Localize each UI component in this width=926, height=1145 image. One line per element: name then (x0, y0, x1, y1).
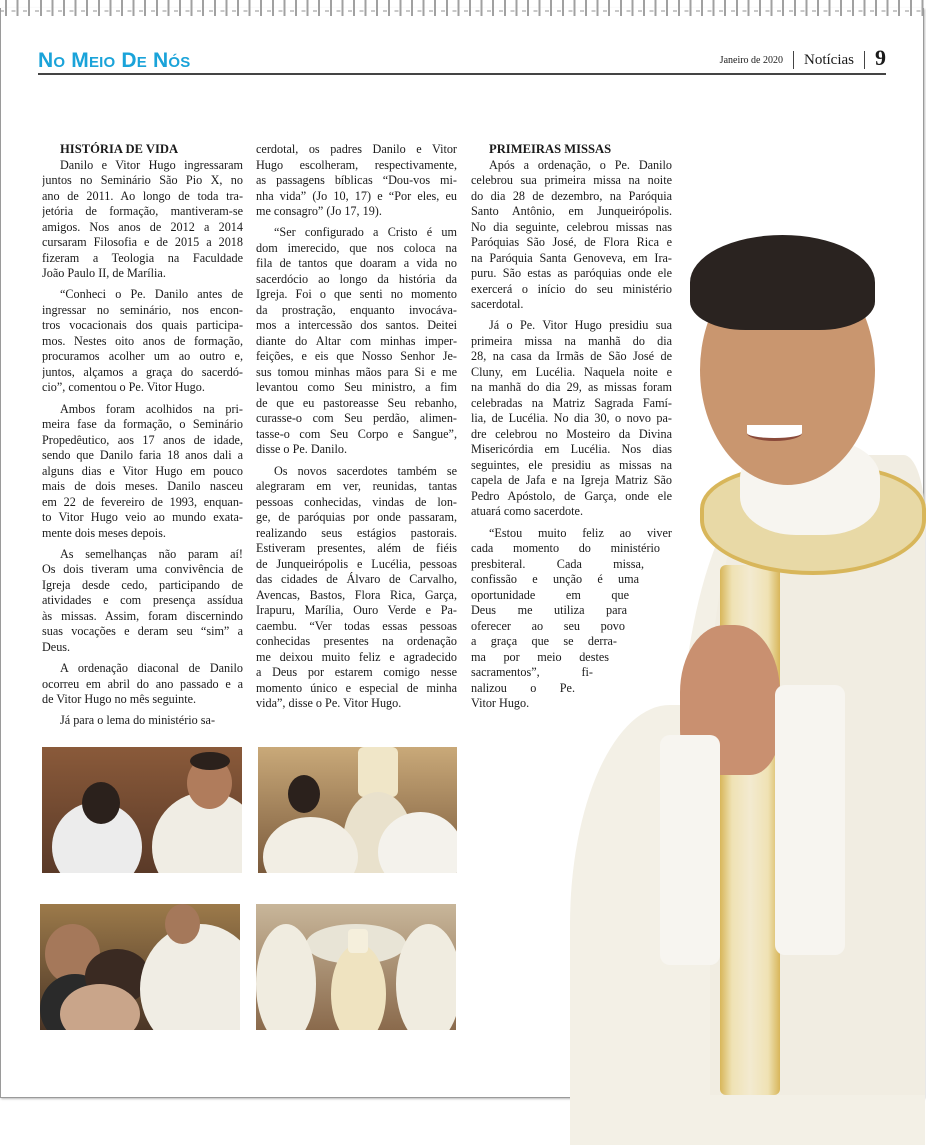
paragraph (471, 158, 672, 313)
divider (864, 51, 865, 69)
text-line: suas vocações e deram seu “sim” a (42, 624, 243, 639)
article-column-1 (42, 142, 243, 729)
text-line: Igreja desde cedo, participando de (42, 577, 243, 592)
text-line: Avencas, Bastos, Flora Rica, Garça, (256, 587, 457, 602)
text-line: amigos. Nos anos de 2012 a 2014 (42, 219, 243, 234)
text-line: mos. Nestes oito anos de formação, (42, 333, 243, 348)
text-line: mos a intercessão dos santos. Deitei (256, 318, 457, 333)
text-line: Santo Antônio, em Junqueirópolis. (471, 204, 672, 218)
text-line: Os dois tiveram uma convivência de (42, 562, 243, 577)
text-line: confissão e unção é uma (471, 572, 639, 587)
text-line: mais de dois meses. Danilo nasceu (42, 479, 243, 494)
text-line: to Vitor Hugo veio ao mundo exata- (42, 510, 243, 525)
text-line: de Vitor Hugo no mês seguinte. (42, 692, 197, 707)
text-line: alguns dias e Vitor Hugo em pouco (42, 463, 243, 478)
photo-bishop-altar (258, 747, 457, 873)
text-line: as passagens bíblicas “Dou-vos mi- (256, 173, 457, 187)
header-rule (38, 73, 886, 75)
text-line: conhecidas presentes na ordenação (256, 634, 457, 649)
text-line: atividades e com presença assídua (42, 593, 243, 608)
paragraph (256, 225, 457, 458)
text-line: de Junqueirópolis e Lucélia, pessoas (256, 556, 457, 571)
text-line: sacerdotal. (471, 297, 524, 311)
text-line: puru. São estas as paróquias onde ele (471, 266, 672, 280)
paragraph (256, 464, 457, 712)
text-line: No dia seguinte, celebrou missas nas (471, 219, 672, 234)
text-line: ocorreu em abril do ano passado e a (42, 676, 243, 691)
text-line: sendo que Danilo faria 18 anos dali a (42, 448, 243, 463)
page-header-info (720, 47, 886, 69)
text-line: presbiteral. Cada missa, (471, 556, 644, 571)
photo-bishop-with-priests (256, 904, 456, 1030)
text-line: mente dois meses depois. (42, 525, 166, 540)
text-line: exercerá o início do seu ministério (471, 281, 672, 296)
text-line: cio”, comentou o Pe. Vitor Hugo. (42, 380, 205, 395)
section-heading: HISTÓRIA DE VIDA (60, 142, 179, 156)
text-line: Cluny, em Lucélia. Naquela noite e (471, 364, 672, 379)
paragraph (42, 287, 243, 396)
text-line: na manhã do dia 29, as missas foram (471, 380, 672, 395)
paragraph (42, 158, 243, 282)
text-line: ma por meio destes (471, 649, 609, 664)
text-line: Irapuru, Marília, Ouro Verde e Pa- (256, 603, 457, 618)
text-line: Já o Pe. Vitor Hugo presidiu sua (489, 318, 672, 333)
text-line: tasse-o com Seu Corpo e Sangue”, (256, 426, 457, 441)
text-line: disse o Pe. Danilo. (256, 442, 348, 457)
photo-family-greeting (40, 904, 240, 1030)
paragraph (42, 402, 243, 542)
text-line: curasse-o com Seu perdão, alimen- (256, 411, 457, 426)
article-column-3 (471, 142, 672, 712)
text-line: “Conheci o Pe. Danilo antes de (60, 287, 243, 302)
text-line: cada momento do ministério (471, 541, 660, 556)
text-line: Deus me utiliza para (471, 603, 627, 618)
text-line: Ambos foram acolhidos na pri- (60, 401, 243, 416)
text-line: Deus. (42, 639, 71, 654)
text-line: nha vida” (Jo 10, 17) e “Por eles, eu (256, 188, 457, 203)
text-line: ingressar no seminário, nos encon- (42, 302, 243, 317)
text-line: levantou como Seu ministro, a fim (256, 380, 457, 395)
photo-kissing-hands (42, 747, 242, 873)
text-line: na Paróquia Santa Genoveva, em Ira- (471, 250, 672, 265)
text-line: em 22 de fevereiro de 1993, enquan- (42, 494, 243, 509)
text-line: dre celebrou no Mosteiro da Divina (471, 426, 672, 441)
text-line: “Estou muito feliz ao viver (489, 525, 672, 540)
text-line: capela de Jafa e na Igreja Matriz São (471, 473, 672, 488)
text-line: momento único e especial de minha (256, 680, 457, 695)
text-line: cerdotal, os padres Danilo e Vitor (256, 142, 457, 156)
text-line: juntos no Seminário São Pio X, no (42, 173, 243, 187)
text-line: ano de 2011. Ao longo de toda tra- (42, 188, 243, 203)
text-line: atuará como sacerdote. (471, 504, 583, 519)
text-line: feições, e eis que Nosso Senhor Je- (256, 349, 457, 364)
text-line: do dia 28 de dezembro, na Paróquia (471, 188, 672, 203)
text-line: Hugo escolheram, respectivamente, (256, 157, 457, 172)
issue-date: Janeiro de 2020 (719, 55, 783, 66)
text-line: Os novos sacerdotes também se (274, 463, 457, 478)
text-line: Propedêutico, aos 17 anos de idade, (42, 432, 243, 447)
text-line: sacramentos”, fi- (471, 665, 593, 680)
text-line: celebrou sua primeira missa na noite (471, 173, 672, 187)
text-line: Após a ordenação, o Pe. Danilo (489, 157, 672, 172)
text-line: me consagro” (Jo 17, 19). (256, 204, 382, 218)
text-line: 28, na casa da Irmãs de São José de (471, 349, 672, 364)
section-name: Notícias (804, 52, 854, 68)
paragraph (42, 713, 243, 729)
text-line: da prostração, enquanto invocáva- (256, 302, 457, 317)
text-line: diante do Altar com minhas imper- (256, 333, 457, 348)
text-line: me deixou muito feliz e agradecido (256, 649, 457, 664)
text-line: seguintes, ele presidiu as missas na (471, 457, 672, 472)
text-line: alegraram em ver, reunidas, tantas (256, 479, 457, 494)
page-number: 9 (875, 45, 886, 70)
paragraph (42, 547, 243, 656)
text-line: oferecer ao seu povo (471, 618, 625, 633)
text-line: ge, de paróquias por onde passaram, (256, 510, 457, 525)
text-line: procuramos acolher um ao outro e, (42, 349, 243, 364)
text-line: Já para o lema do ministério sa- (60, 713, 216, 728)
text-line: oportunidade em que (471, 587, 629, 602)
paragraph (471, 526, 672, 712)
text-line: pessoas conhecidas, vindas de lon- (256, 494, 457, 509)
text-line: lia, de Lucélia. No dia 30, o novo pa- (471, 411, 672, 426)
text-line: Danilo e Vitor Hugo ingressaram (60, 157, 243, 172)
text-line: às missas. Assim, foram discernindo (42, 608, 243, 623)
paragraph (256, 142, 457, 220)
text-line: “Ser configurado a Cristo é um (274, 225, 457, 240)
text-line: vida”, disse o Pe. Vitor Hugo. (256, 696, 402, 711)
text-line: Igreja. Foi o que senti no momento (256, 287, 457, 302)
text-line: Estiveram presentes, além de fiéis (256, 541, 457, 556)
text-line: Vitor Hugo. (471, 696, 530, 711)
divider (793, 51, 794, 69)
text-line: meira fase da formação, o Seminário (42, 417, 243, 432)
text-line: sacerdócio ao longo da história da (256, 271, 457, 286)
text-line: A ordenação diaconal de Danilo (60, 661, 243, 676)
paragraph (42, 661, 243, 708)
text-line: de que eu pastoreasse Seu rebanho, (256, 395, 457, 410)
paragraph (471, 318, 672, 520)
text-line: celebradas na Matriz Sagrada Famí- (471, 395, 672, 410)
newspaper-brand: No Meio De Nós (38, 49, 191, 72)
text-line: das cidades de Álvaro de Carvalho, (256, 572, 457, 587)
text-line: sus tomou minhas mãos para Si e me (256, 364, 457, 379)
text-line: primeira missa na manhã do dia (471, 333, 672, 348)
article-column-2 (256, 142, 457, 712)
text-line: fizeram a Teologia na Faculdade (42, 250, 243, 265)
text-line: dom imerecido, que nos coloca na (256, 240, 457, 255)
text-line: juntos, alçamos a graça do sacerdó- (42, 364, 243, 379)
text-line: nalizou o Pe. (471, 680, 575, 695)
text-line: João Paulo II, de Marília. (42, 266, 166, 280)
text-line: As semelhanças não param aí! (60, 546, 243, 561)
text-line: fila de tantos que doaram a vida no (256, 256, 457, 271)
section-heading: PRIMEIRAS MISSAS (489, 142, 612, 156)
text-line: realizando seus estágios pastorais. (256, 525, 457, 540)
text-line: a Deus por estarem comigo nesse (256, 665, 457, 680)
text-line: jetória de formação, mantiveram-se (42, 204, 243, 218)
text-line: tros vocacionais dos quais participa- (42, 318, 243, 333)
text-line: cursaram Filosofia e de 2015 a 2018 (42, 235, 243, 249)
text-line: a graça que se derra- (471, 634, 617, 649)
text-line: Paróquias São José, de Flora Rica e (471, 235, 672, 249)
text-line: Pedro Apóstolo, de Garça, onde ele (471, 488, 672, 503)
text-line: Misericórdia em Lucélia. Nos dias (471, 442, 672, 457)
text-line: caembu. “Ver todas essas pessoas (256, 618, 457, 633)
